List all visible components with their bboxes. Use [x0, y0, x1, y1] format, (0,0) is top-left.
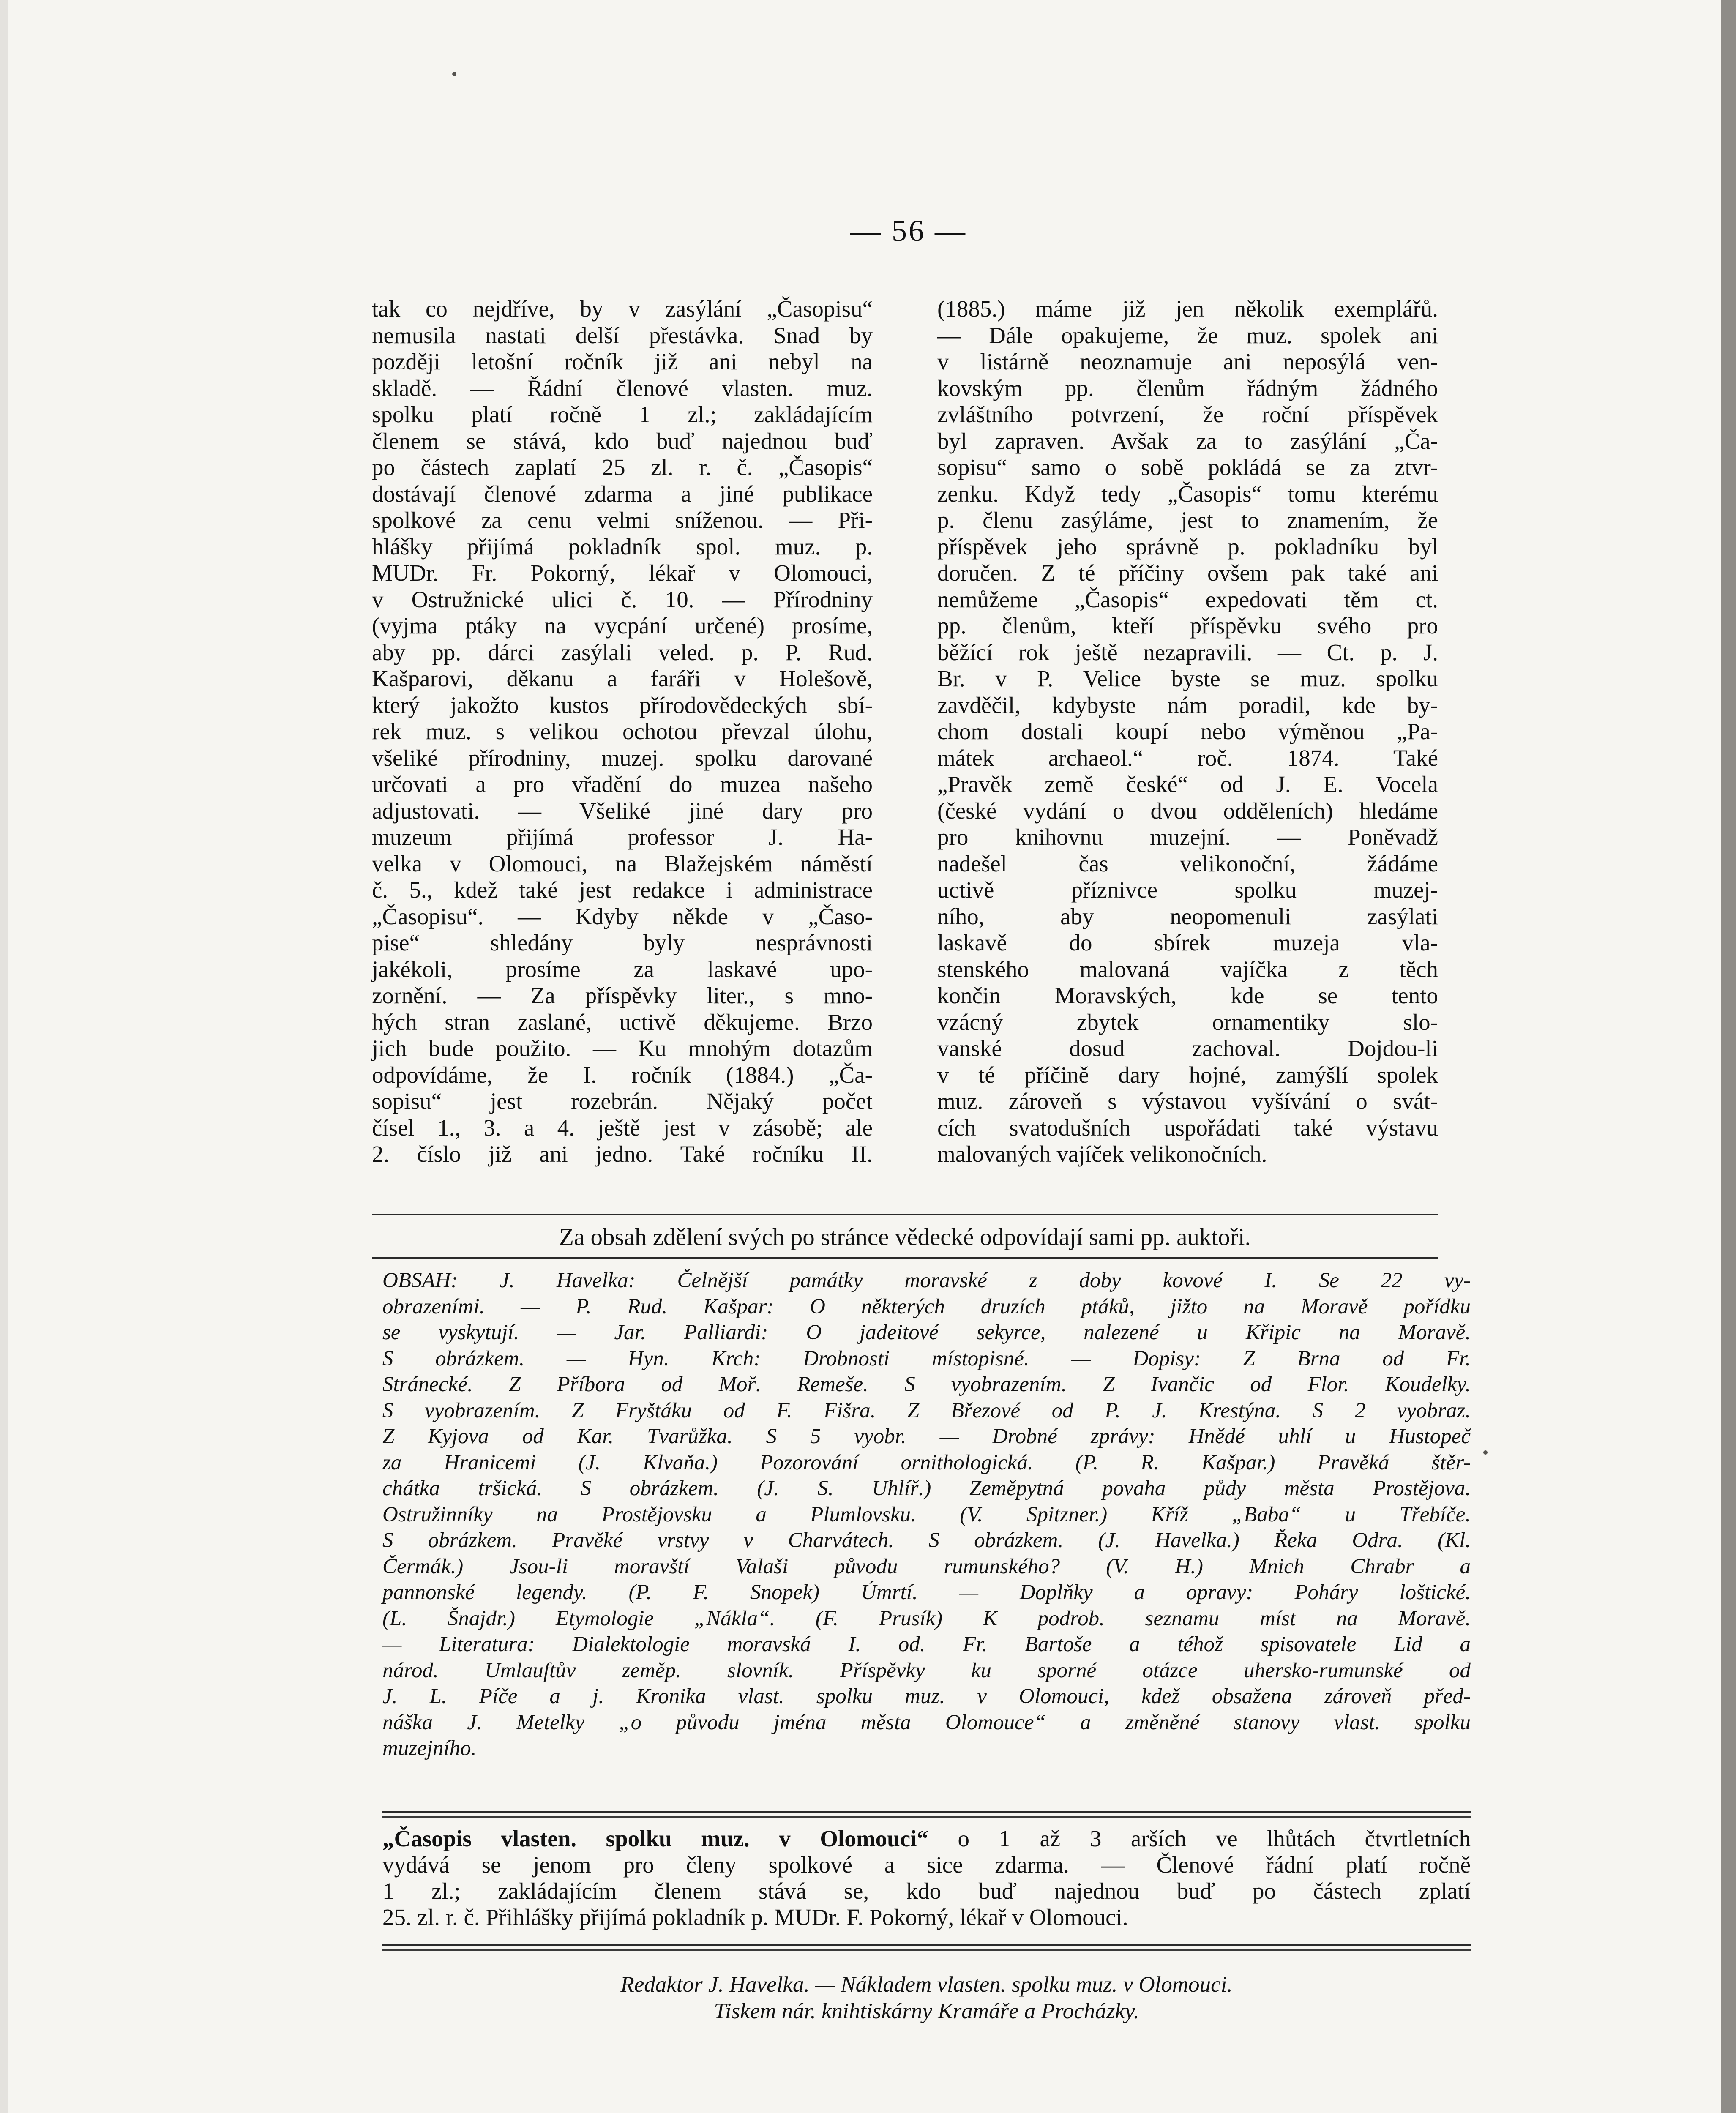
contents-line: obrazeními. — P. Rud. Kašpar: O některých druzích ptáků, jižto na Moravě pořídku [382, 1294, 1471, 1319]
text-line: hlášky přijímá pokladník spol. muz. p. [372, 533, 873, 560]
text-line: jich bude použito. — Ku mnohým dotazům [372, 1035, 873, 1061]
text-line: nadešel čas velikonoční, žádáme [937, 850, 1438, 876]
contents-line: Z Kyjova od Kar. Tvarůžka. S 5 vyobr. — Drobné zprávy: Hnědé uhlí u Hustopeč [382, 1425, 1471, 1448]
text-line: malovaných vajíček velikonočních. [937, 1141, 1267, 1167]
notice-line [382, 1826, 1471, 1852]
contents-line: chátka tršická. S obrázkem. (J. S. Uhlíř.) Zeměpytná povaha půdy města Prostějova. [382, 1477, 1471, 1500]
text-line: určovati a pro vřadění do muzea našeho [372, 771, 873, 797]
text-line: uctivě příznivce spolku muzej- [937, 877, 1438, 903]
page-right-edge [1721, 0, 1736, 2113]
notice-line: 25. zl. r. č. Přihlášky přijímá pokladník p. MUDr. F. Pokorný, lékař v Olomouci. [382, 1904, 1128, 1930]
section-divider [382, 1811, 1471, 1813]
scan-speck [1483, 1450, 1488, 1455]
notice-line: 1 zl.; zakládajícím členem stává se, kdo buď najednou buď po částech zplatí [382, 1878, 1471, 1904]
text-line: doručen. Z té příčiny ovšem pak také ani [937, 560, 1438, 586]
text-line: ního, aby neopomenuli zasýlati [937, 903, 1438, 929]
text-line: který jakožto kustos přírodovědeckých sbí- [372, 692, 873, 718]
text-line: (české vydání o dvou odděleních) hledáme [937, 797, 1438, 824]
text-line: adjustovati. — Všeliké jiné dary pro [372, 797, 873, 824]
notice-line: vydává se jenom pro členy spolkové a sice zdarma. — Členové řádní platí ročně [382, 1852, 1471, 1878]
text-line: aby pp. dárci zasýlali veled. p. P. Rud. [372, 639, 873, 665]
contents-line: náška J. Metelky „o původu jména města Olomouce“ a změněné stanovy vlast. spolku [382, 1710, 1471, 1734]
page-edge-shadow [0, 0, 8, 2113]
text-line: členem se stává, kdo buď najednou buď [372, 428, 873, 454]
text-line: 2. číslo již ani jedno. Také ročníku II. [372, 1141, 873, 1167]
scan-speck [452, 72, 456, 76]
text-line: rek muz. s velikou ochotou převzal úlohu, [372, 718, 873, 744]
text-line: č. 5., kdež také jest redakce i administrace [372, 877, 873, 903]
text-line: „Časopisu“. — Kdyby někde v „Časo- [372, 903, 873, 929]
text-line: „Pravěk země české“ od J. E. Vocela [937, 771, 1438, 797]
text-line: pp. členům, kteří příspěvku svého pro [937, 613, 1438, 639]
text-line: vzácný zbytek ornamentiky slo- [937, 1009, 1438, 1035]
contents-line: S vyobrazením. Z Fryštáku od F. Fišra. Z Březové od P. J. Krestýna. S 2 vyobraz. [382, 1398, 1471, 1422]
text-line: byl zapraven. Avšak za to zasýlání „Ča- [937, 428, 1438, 454]
text-line: v Ostružnické ulici č. 10. — Přírodniny [372, 586, 873, 612]
subscription-notice [382, 1826, 1471, 1930]
text-line: spolku platí ročně 1 zl.; zakládajícím [372, 401, 873, 427]
imprint [382, 1971, 1471, 2025]
text-line: pise“ shledány byly nesprávnosti [372, 930, 873, 955]
contents-line: — Literatura: Dialektologie moravská I. od. Fr. Bartoše a téhož spisovatele Lid a [382, 1633, 1471, 1656]
contents-line: Čermák.) Jsou-li moravští Valaši původu rumunského? (V. H.) Mnich Chrabr a [382, 1554, 1471, 1578]
text-line: sopisu“ samo o sobě pokládá se za ztvr- [937, 454, 1438, 480]
contents-line: Ostružinníky na Prostějovsku a Plumlovsku. (V. Spitzner.) Kříž „Baba“ u Třebíče. [382, 1502, 1471, 1526]
right-text-column [937, 296, 1438, 1168]
imprint-line: Redaktor J. Havelka. — Nákladem vlasten. spolku muz. v Olomouci. [620, 1972, 1233, 1997]
text-line: laskavě do sbírek muzeja vla- [937, 930, 1438, 955]
imprint-line: Tiskem nár. knihtiskárny Kramáře a Procházky. [714, 1999, 1139, 2023]
text-line: MUDr. Fr. Pokorný, lékař v Olomouci, [372, 560, 873, 586]
text-line: Kašparovi, děkanu a faráři v Holešově, [372, 666, 873, 691]
text-line: v listárně neoznamuje ani neposýlá ven- [937, 349, 1438, 374]
text-line: — Dále opakujeme, že muz. spolek ani [937, 322, 1438, 348]
contents-listing [382, 1268, 1471, 1762]
text-line: skladě. — Řádní členové vlasten. muz. [372, 375, 873, 401]
text-line: zvláštního potvrzení, že roční příspěvek [937, 401, 1438, 427]
notice-text: o 1 až 3 arších ve lhůtách čtvrtletních [928, 1826, 1471, 1851]
text-line: mátek archaeol.“ roč. 1874. Také [937, 745, 1438, 771]
text-line: kovským pp. členům řádným žádného [937, 375, 1438, 401]
text-line: zenku. Když tedy „Časopis“ tomu kterému [937, 480, 1438, 507]
text-line: dostávají členové zdarma a jiné publikace [372, 480, 873, 507]
text-line: cích svatodušních uspořádati také výstavu [937, 1114, 1438, 1141]
text-line: všeliké přírodniny, muzej. spolku darované [372, 745, 873, 771]
disclaimer-note: Za obsah zdělení svých po stránce vědecké odpovídají sami pp. auktoři. [559, 1224, 1251, 1250]
text-line: čísel 1., 3. a 4. ještě jest v zásobě; ale [372, 1114, 873, 1141]
text-line: velka v Olomouci, na Blažejském náměstí [372, 850, 873, 876]
text-line: zornění. — Za příspěvky liter., s mno- [372, 983, 873, 1008]
text-line: stenského malovaná vajíčka z těch [937, 956, 1438, 982]
contents-line: S obrázkem. — Hyn. Krch: Drobnosti místopisné. — Dopisy: Z Brna od Fr. [382, 1346, 1471, 1370]
text-line: hých stran zaslané, uctivě děkujeme. Brzo [372, 1009, 873, 1035]
text-line: vanské dosud zachoval. Dojdou-li [937, 1035, 1438, 1061]
text-line: příspěvek jeho správně p. pokladníku byl [937, 533, 1438, 560]
text-line: jakékoli, prosíme za laskavé upo- [372, 956, 873, 982]
text-line: v té příčině dary hojné, zamýšlí spolek [937, 1062, 1438, 1088]
contents-line: pannonské legendy. (P. F. Snopek) Úmrtí. — Doplňky a opravy: Poháry loštické. [382, 1581, 1471, 1604]
text-line: zavděčil, kdybyste nám poradil, kde by- [937, 692, 1438, 718]
text-line: muzeum přijímá professor J. Ha- [372, 824, 873, 850]
contents-line: OBSAH: J. Havelka: Čelnější památky moravské z doby kovové I. Se 22 vy- [382, 1269, 1471, 1292]
contents-line: se vyskytují. — Jar. Palliardi: O jadeitové sekyrce, nalezené u Křipic na Moravě. [382, 1321, 1471, 1344]
journal-title: „Časopis vlasten. spolku muz. v Olomouci“ [382, 1826, 928, 1851]
text-line: spolkové za cenu velmi sníženou. — Při- [372, 507, 873, 533]
contents-line: za Hranicemi (J. Klvaňa.) Pozorování ornithologická. (P. R. Kašpar.) Pravěká štěr- [382, 1450, 1471, 1474]
contents-line: S obrázkem. Pravěké vrstvy v Charvátech. S obrázkem. (J. Havelka.) Řeka Odra. (Kl. [382, 1529, 1471, 1552]
left-text-column [372, 296, 873, 1168]
text-line: běžící rok ještě nezapravili. — Ct. p. J. [937, 639, 1438, 665]
text-line: chom dostali koupí nebo výměnou „Pa- [937, 718, 1438, 744]
contents-line: národ. Umlauftův zeměp. slovník. Příspěvky ku sporné otázce uhersko-rumunské od [382, 1658, 1471, 1682]
contents-line: J. L. Píče a j. Kronika vlast. spolku muz. v Olomouci, kdež obsažena zároveň před- [382, 1684, 1471, 1708]
section-divider [382, 1816, 1471, 1818]
contents-line: muzejního. [382, 1736, 477, 1760]
text-line: nemusila nastati delší přestávka. Snad by [372, 322, 873, 348]
text-line: končin Moravských, kde se tento [937, 983, 1438, 1008]
section-divider [382, 1944, 1471, 1946]
text-line: p. členu zasýláme, jest to znamením, že [937, 507, 1438, 533]
text-line: tak co nejdříve, by v zasýlání „Časopisu“ [372, 296, 873, 322]
contents-line: (L. Šnajdr.) Etymologie „Nákla“. (F. Prusík) K podrob. seznamu míst na Moravě. [382, 1606, 1471, 1630]
text-line: Br. v P. Velice byste se muz. spolku [937, 666, 1438, 691]
text-line: muz. zároveň s výstavou vyšívání o svát- [937, 1088, 1438, 1114]
text-line: (1885.) máme již jen několik exemplářů. [937, 296, 1438, 322]
text-line: po částech zaplatí 25 zl. r. č. „Časopis“ [372, 454, 873, 480]
text-line: později letošní ročník již ani nebyl na [372, 349, 873, 374]
section-divider [372, 1214, 1438, 1215]
text-line: pro knihovnu muzejní. — Poněvadž [937, 824, 1438, 850]
section-divider [382, 1949, 1471, 1951]
text-line: odpovídáme, že I. ročník (1884.) „Ča- [372, 1062, 873, 1088]
text-line: (vyjma ptáky na vycpání určené) prosíme, [372, 613, 873, 639]
text-line: sopisu“ jest rozebrán. Nějaký počet [372, 1088, 873, 1114]
text-line: nemůžeme „Časopis“ expedovati těm ct. [937, 586, 1438, 612]
page-number: — 56 — [850, 214, 967, 248]
contents-line: Stránecké. Z Příbora od Moř. Remeše. S vyobrazením. Z Ivančic od Flor. Koudelky. [382, 1373, 1471, 1396]
section-divider [372, 1257, 1438, 1259]
